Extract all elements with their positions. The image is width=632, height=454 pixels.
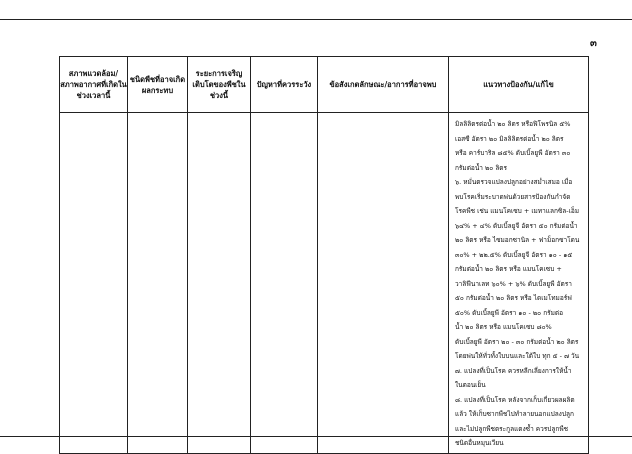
guidance-line: ๕๐ กรัมต่อน้ำ ๒๐ ลิตร หรือ ไดเมโทมอร์ฟ bbox=[455, 294, 572, 302]
guidance-line: ชนิดอื่นหมุนเวียน bbox=[455, 439, 504, 447]
guidance-line: ดับเบิ้ลยูพี อัตรา ๒๐ - ๓๐ กรัมต่อน้ำ ๒๐ ลิตร bbox=[455, 337, 579, 346]
guidance-line: ในตอนเย็น bbox=[455, 381, 486, 389]
table-row bbox=[60, 113, 589, 454]
header-guidance: แนวทางป้องกัน/แก้ไข bbox=[449, 57, 589, 113]
guidance-line: หรือ คาร์บาริล ๘๕% ดับเบิ้ลยูพี อัตรา ๓๐ bbox=[455, 149, 571, 157]
guidance-line: ๗. แปลงที่เป็นโรค ควรหลีกเลี่ยงการให้น้ำ bbox=[455, 366, 572, 375]
guidance-line: แล้ว ให้เก็บซากพืชไปทำลายนอกแปลงปลูก bbox=[455, 410, 574, 418]
guidance-line: และไม่ปลูกพืชตระกูลแตงซ้ำ ควรปลูกพืช bbox=[455, 424, 569, 433]
guidance-line: ๓๐% + ๒๒.๕% ดับเบิ้ลยูจี อัตรา ๑๐ - ๑๕ bbox=[455, 250, 573, 259]
cell-symptoms bbox=[318, 113, 449, 454]
header-affected-crops: ชนิดพืชที่อาจเกิดผลกระทบ bbox=[128, 57, 188, 113]
guidance-line: กรัมต่อน้ำ ๒๐ ลิตร หรือ แมนโคเซบ + bbox=[455, 265, 562, 273]
top-rule bbox=[0, 19, 632, 20]
guidance-line: โดยพ่นให้ทั่วทั้งใบบนและใต้ใบ ทุก ๕ - ๗ วัน bbox=[455, 352, 580, 360]
guidance-line: เอสซี อัตรา ๒๐ มิลลิลิตรต่อน้ำ ๒๐ ลิตร bbox=[455, 134, 564, 143]
guidance-line: กรัมต่อน้ำ ๒๐ ลิตร bbox=[455, 163, 508, 172]
cell-growth-stage bbox=[188, 113, 251, 454]
guidance-line: ๕๐% ดับเบิ้ลยูพี อัตรา ๑๐ - ๒๐ กรัมต่อ bbox=[455, 308, 564, 317]
advisory-table bbox=[59, 56, 589, 454]
guidance-line: วาลิฟีนาเลท ๖๐% + ๖% ดับเบิ้ลยูพี อัตรา bbox=[455, 279, 572, 288]
header-problems: ปัญหาที่ควรระวัง bbox=[251, 57, 318, 113]
guidance-line: ๖. หมั่นตรวจแปลงปลูกอย่างสม่ำเสมอ เมื่อ bbox=[455, 178, 573, 186]
guidance-line: ๘. แปลงที่เป็นโรค หลังจากเก็บเกี่ยวผลผลิต bbox=[455, 395, 575, 404]
cell-affected-crops bbox=[128, 113, 188, 454]
cell-problems bbox=[251, 113, 318, 454]
guidance-line: โรคพืช เช่น แมนโคเซบ + เมทาแลกซิล-เอ็ม bbox=[455, 207, 580, 215]
guidance-text bbox=[449, 113, 588, 453]
guidance-line: ๖๔% + ๔% ดับเบิ้ลยูจี อัตรา ๕๐ กรัมต่อน้ำ bbox=[455, 221, 578, 230]
guidance-line: มิลลิลิตรต่อน้ำ ๒๐ ลิตร หรือฟิโพรนิล ๕% bbox=[455, 120, 571, 128]
page-number: ๓ bbox=[590, 38, 597, 49]
guidance-line: น้ำ ๒๐ ลิตร หรือ แมนโคเซบ ๘๐% bbox=[455, 323, 552, 331]
cell-environment bbox=[60, 113, 128, 454]
header-symptoms: ข้อสังเกตลักษณะ/อาการที่อาจพบ bbox=[318, 57, 449, 113]
guidance-line: ๒๐ ลิตร หรือ ไซมอกซานิล + ฟาม็อกซาโดน bbox=[455, 236, 580, 244]
guidance-line: พบโรคเริ่มระบาดพ่นด้วยสารป้องกันกำจัด bbox=[455, 192, 571, 201]
header-environment: สภาพแวดล้อม/สภาพอากาศที่เกิดในช่วงเวลานี้ bbox=[60, 57, 128, 113]
bottom-rule bbox=[0, 436, 632, 437]
header-growth-stage: ระยะการเจริญเติบโตของพืชในช่วงนี้ bbox=[188, 57, 251, 113]
cell-guidance bbox=[449, 113, 589, 454]
table-header-row bbox=[60, 57, 589, 113]
